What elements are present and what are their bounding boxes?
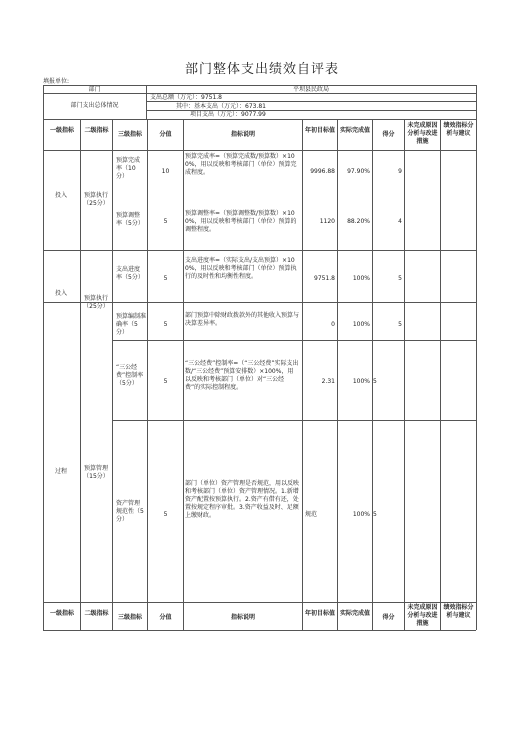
header-advice: 绩效指标分析与建议 xyxy=(443,604,474,619)
target-value: 2.31 xyxy=(321,378,335,385)
header-actual: 实际完成值 xyxy=(339,127,370,134)
header-reason: 未完成原因分析与改进措施 xyxy=(407,604,438,627)
table-rule xyxy=(183,119,184,630)
indicator-description: “三公经费”控制率=（“三公经费”实际支出数/“三公经费”预算安排数）×100%，用以反映和考核部门（单位）对“三公经费”的实际控制程度。 xyxy=(185,360,299,391)
table-rule xyxy=(337,119,338,630)
section-level1: 投入 xyxy=(54,192,67,199)
table-rule xyxy=(404,119,405,630)
actual-value: 100% xyxy=(352,378,370,385)
indicator-score: 5 xyxy=(163,218,168,225)
indicator-description: 部门预算中除财政拨款外的其他收入预算与决算差异率。 xyxy=(185,312,300,327)
target-value: 9996.88 xyxy=(310,168,335,175)
table-border-right xyxy=(476,85,477,630)
header-target: 年初目标值 xyxy=(304,127,335,134)
table-rule xyxy=(112,340,476,341)
header-actual: 实际完成值 xyxy=(339,610,370,617)
points-value: 9 xyxy=(398,168,402,175)
header-description: 指标说明 xyxy=(230,131,255,138)
table-rule xyxy=(147,119,148,630)
indicator-name: 预算完成率（10分） xyxy=(116,157,141,180)
page-title: 部门整体支出绩效自评表 xyxy=(184,62,339,77)
dept-label: 部门 xyxy=(88,86,101,93)
header-points: 得分 xyxy=(382,614,395,621)
indicator-name: 预算调整率（5分） xyxy=(116,212,144,227)
reporting-unit-label: 填报单位: xyxy=(43,78,70,85)
indicator-score: 5 xyxy=(163,321,168,328)
target-value: 1120 xyxy=(319,218,335,225)
points-value: 5 xyxy=(373,511,377,518)
target-value: 规范 xyxy=(305,511,318,518)
indicator-description: 预算调整率=（预算调整数/预算数）×100%，用以反映和考核部门（单位）预算的调整程度。 xyxy=(185,210,297,233)
section-level2: 预算执行（25分） xyxy=(83,295,109,310)
header-points: 得分 xyxy=(382,131,395,138)
header-level3: 三级指标 xyxy=(117,614,142,621)
points-value: 4 xyxy=(398,218,402,225)
points-value: 5 xyxy=(398,321,402,328)
total-expenditure: 支出总额（万元）：9751.8 xyxy=(150,94,222,101)
table-rule xyxy=(43,250,476,251)
header-level1: 一级指标 xyxy=(49,127,74,134)
target-value: 9751.8 xyxy=(314,275,335,282)
points-value: 5 xyxy=(373,378,377,385)
table-rule xyxy=(112,119,113,630)
project-expenditure: 项目支出（万元）：9077.99 xyxy=(190,111,266,118)
table-rule xyxy=(440,119,441,630)
table-rule xyxy=(372,119,373,630)
header-reason: 未完成原因分析与改进措施 xyxy=(407,122,438,145)
indicator-description: 部门（单位）资产管理是否规范，用以反映和考核部门（单位）资产管理情况。1.新增资产配置按预算执行。2.资产有借有还，处置按规定程序审批。3.资产收益及时、足额上缴财政。 xyxy=(185,480,300,519)
indicator-score: 5 xyxy=(163,378,168,385)
header-score: 分值 xyxy=(159,131,172,138)
actual-value: 100% xyxy=(352,511,370,518)
indicator-score: 10 xyxy=(161,168,170,175)
overview-label: 部门支出总体情况 xyxy=(70,102,119,109)
points-value: 5 xyxy=(398,275,402,282)
indicator-score: 5 xyxy=(163,275,168,282)
table-rule xyxy=(302,119,303,630)
table-rule xyxy=(112,420,476,421)
indicator-name: 资产管理规范性（5分） xyxy=(116,500,144,523)
indicator-score: 5 xyxy=(163,511,168,518)
header-level1: 一级指标 xyxy=(49,610,74,617)
actual-value: 100% xyxy=(352,275,370,282)
header-advice: 绩效指标分析与建议 xyxy=(443,122,474,137)
header-level2: 二级指标 xyxy=(84,610,109,617)
header-level2: 二级指标 xyxy=(84,127,109,134)
section-level1: 投入 xyxy=(54,290,67,297)
indicator-name: “三公经费”控制率（5分） xyxy=(116,364,144,387)
indicator-description: 支出进度率=（实际支出/支出预算）×100%，用以反映和考核部门（单位）预算执行的及时性和均衡性程度。 xyxy=(185,257,297,280)
section-level1: 过程 xyxy=(54,468,67,475)
header-description: 指标说明 xyxy=(230,614,255,621)
indicator-name: 支出进度率（5分） xyxy=(116,266,144,281)
table-border-left xyxy=(43,85,44,630)
indicator-description: 预算完成率=（预算完成数/预算数）×100%，用以反映和考核部门（单位）预算完成程度。 xyxy=(185,153,297,176)
target-value: 0 xyxy=(331,321,335,328)
table-rule xyxy=(43,150,476,151)
dept-value: 平坝县民政局 xyxy=(292,86,329,93)
header-level3: 三级指标 xyxy=(117,131,142,138)
table-rule xyxy=(43,602,476,603)
indicator-name: 预算编制准确率（5分） xyxy=(116,313,147,336)
actual-value: 88.20% xyxy=(347,218,370,225)
actual-value: 97.90% xyxy=(347,168,370,175)
basic-expenditure: 其中：基本支出（万元）：673.81 xyxy=(176,103,266,110)
table-rule xyxy=(80,119,81,630)
header-score: 分值 xyxy=(159,614,172,621)
table-border-bottom xyxy=(43,630,476,631)
actual-value: 100% xyxy=(352,321,370,328)
section-level2: 预算执行（25分） xyxy=(83,192,109,207)
section-level2: 预算管理（15分） xyxy=(83,465,109,480)
table-rule xyxy=(43,119,476,120)
header-target: 年初目标值 xyxy=(304,610,335,617)
